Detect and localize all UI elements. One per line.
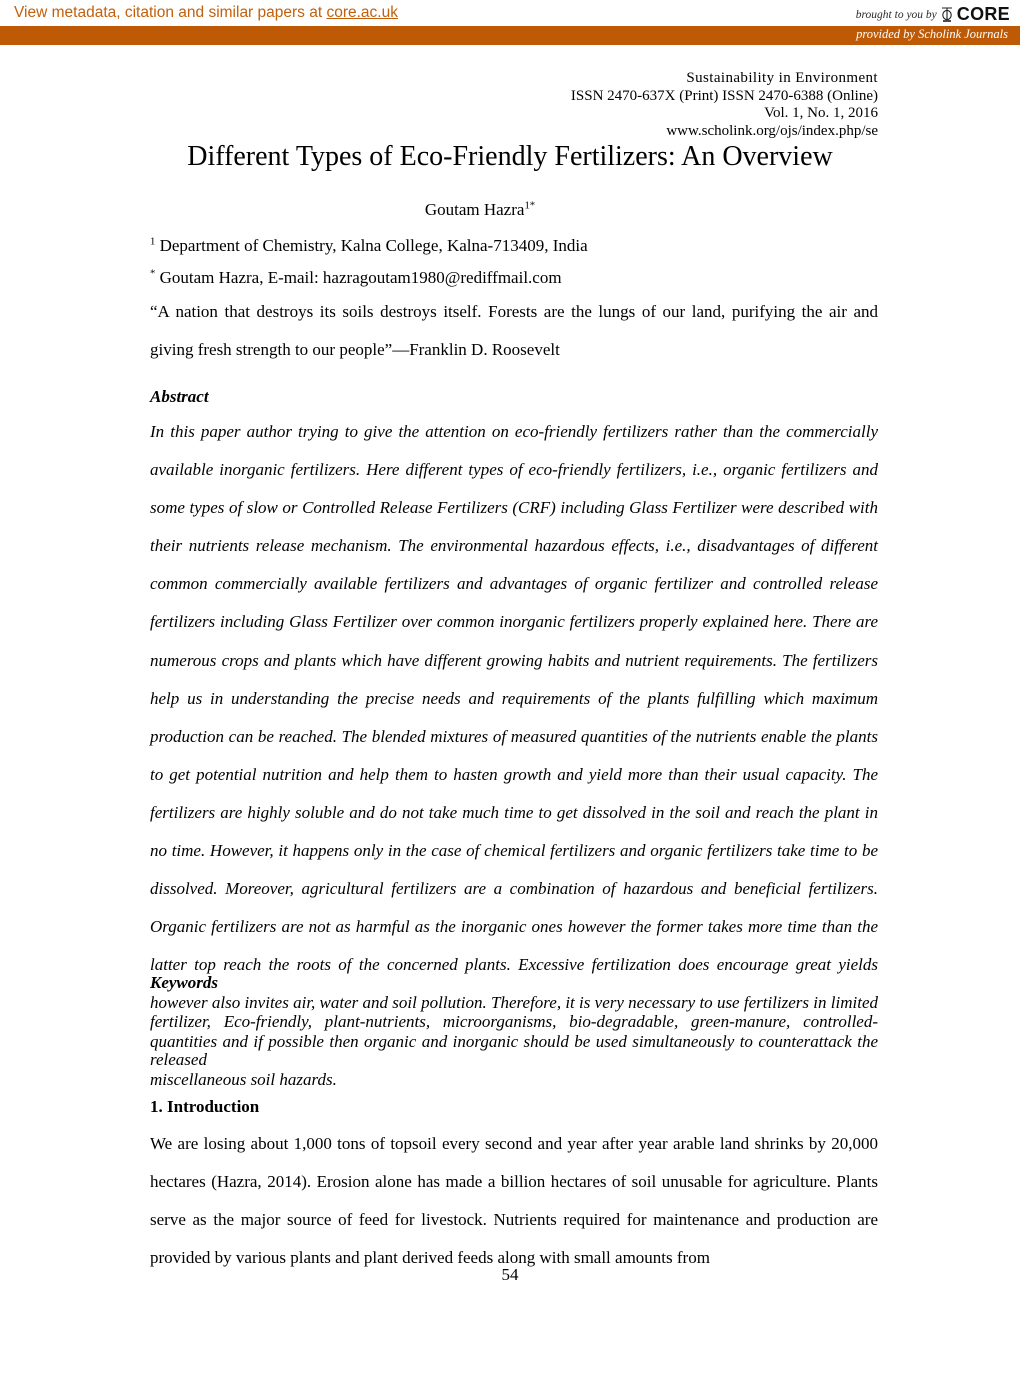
corresponding-text: Goutam Hazra, E-mail: hazragoutam1980@rediffmail.com [159,268,562,287]
keywords-body: fertilizer, Eco-friendly, plant-nutrients, microorganisms, bio-degradable, green-manure, controlled-released [150,1012,878,1069]
journal-header [0,70,878,140]
brought-to-you-by-label: brought to you by [855,8,937,21]
author-affiliation [150,235,885,257]
section-heading-introduction: 1. Introduction [150,1097,260,1116]
core-logo-icon [940,6,954,24]
abstract-heading: Abstract [150,387,209,406]
author-name: Goutam Hazra [424,200,525,219]
journal-volume: Vol. 1, No. 1, 2016 [764,105,878,121]
core-banner-top-row [0,0,1020,26]
document-page [0,45,1020,1385]
core-brought-to-you-by [856,4,1010,25]
provided-by-label: provided by Scholink Journals [856,27,1008,41]
corresponding-marker: * [150,267,156,280]
core-orange-strip [0,26,1020,45]
page-title: Different Types of Eco-Friendly Fertilizers: An Overview [187,141,833,172]
core-wordmark: CORE [956,4,1010,24]
journal-issn: ISSN 2470-637X (Print) ISSN 2470-6388 (Online) [570,87,878,104]
core-metadata-notice [14,4,398,22]
keywords-heading: Keywords [150,973,218,992]
affiliation-marker: 1 [150,235,156,248]
abstract-body: In this paper author trying to give the attention on eco-friendly fertilizers rather than the commercially available inorganic fertilizers. Here different types of eco-friendly fertilizers, i.e., organic fertilizers and some types of slow or Controlled Release Fertilizers (CRF) including Glass Fertilizer were described with their nutrients release mechanism. The environmental hazardous effects, i.e., disadvantages of different common commercially available fertilizers and advantages of organic fertilizer and controlled release fertilizers including Glass Fertilizer over common inorganic fertilizers properly explained here. There are numerous crops and plants which have different growing habits and nutrient requirements. The fertilizers help us in understanding the precise needs and requirements of the plants fulfilling which maximum production can be reached. The blended mixtures of measured quantities of the nutrients enable the plants to get potential nutrition and help them to hasten growth and yield more than their usual capacity. The fertilizers are highly soluble and do not take much time to get dissolved in the soil and reach the plant in no time. However, it happens only in the case of chemical fertilizers and organic fertilizers take time to be dissolved. Moreover, agricultural fertilizers are a combination of hazardous and beneficial fertilizers. Organic fertilizers are not as harmful as the inorganic ones however the former takes more time than the latter top reach the roots of the concerned plants. Excessive fertilization does encourage great yields however also invites air, water and soil pollution. Therefore, it is very necessary to use fertilizers in limited quantities and if possible then organic and inorganic should be used simultaneously to counterattack the miscellaneous soil hazards. [150,422,878,1089]
author-marker: 1* [524,199,536,212]
page-number: 54 [501,1265,519,1284]
epigraph-quote: “A nation that destroys its soils destroys itself. Forests are the lungs of our land, purifying the air and giving fresh strength to our people”—Franklin D. Roosevelt [150,302,878,359]
introduction-body: We are losing about 1,000 tons of topsoil every second and year after year arable land shrinks by 20,000 hectares (Hazra, 2014). Erosion alone has made a billion hectares of soil unusable for agriculture. Plants serve as the major source of feed for livestock. Nutrients required for maintenance and production are provided by various plants and plant derived feeds along with small amounts from [150,1134,878,1267]
core-ac-uk-link[interactable]: core.ac.uk [326,4,398,21]
corresponding-author [150,267,885,289]
affiliation-text: Department of Chemistry, Kalna College, Kalna-713409, India [159,236,588,255]
core-metadata-prefix: View metadata, citation and similar papers at [14,4,327,21]
core-banner [0,0,1020,45]
journal-url: www.scholink.org/ojs/index.php/se [666,122,878,139]
journal-name: Sustainability in Environment [686,70,878,86]
author-line [80,200,880,220]
